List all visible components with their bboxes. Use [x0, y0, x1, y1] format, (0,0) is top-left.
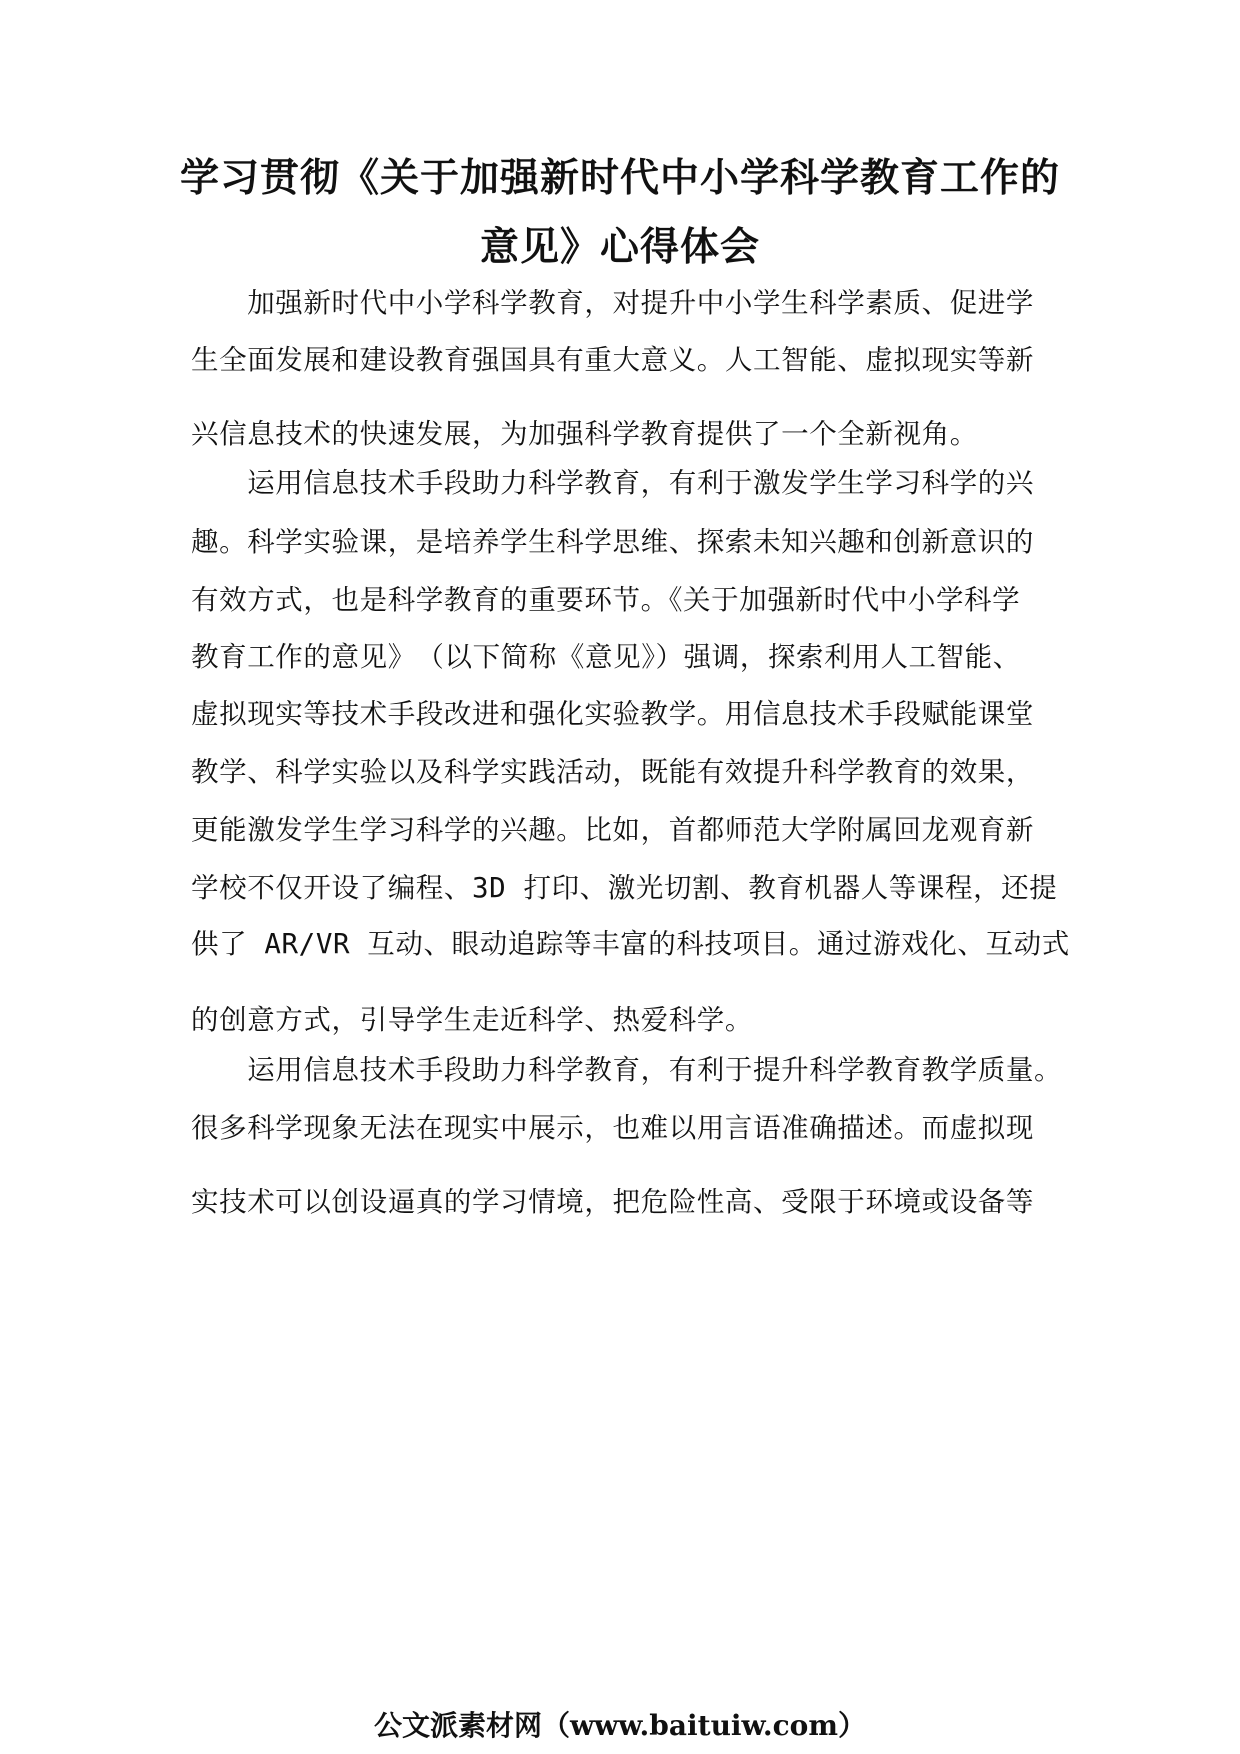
- body-text-line: 运用信息技术手段助力科学教育，有利于激发学生学习科学的兴: [191, 467, 1034, 499]
- body-text-line: 教学、科学实验以及科学实践活动，既能有效提升科学教育的效果，: [191, 756, 1034, 788]
- page-footer: 公文派素材网（www.baituiw.com）: [374, 1709, 866, 1742]
- body-text-line: 供了 AR/VR 互动、眼动追踪等丰富的科技项目。通过游戏化、互动式: [191, 928, 1070, 960]
- body-text-line: 生全面发展和建设教育强国具有重大意义。人工智能、虚拟现实等新: [191, 344, 1034, 376]
- document-title-line-1: 学习贯彻《关于加强新时代中小学科学教育工作的: [179, 155, 1060, 201]
- body-text-line: 学校不仅开设了编程、3D 打印、激光切割、教育机器人等课程，还提: [191, 872, 1058, 904]
- body-text-line: 兴信息技术的快速发展，为加强科学教育提供了一个全新视角。: [191, 418, 978, 450]
- body-text-line: 运用信息技术手段助力科学教育，有利于提升科学教育教学质量。: [191, 1054, 1063, 1086]
- body-text-line: 教育工作的意见》 （以下简称《意见》）强调，探索利用人工智能、: [191, 641, 1021, 673]
- body-text-line: 趣。科学实验课，是培养学生科学思维、探索未知兴趣和创新意识的: [191, 526, 1034, 558]
- body-text-line: 更能激发学生学习科学的兴趣。比如，首都师范大学附属回龙观育新: [191, 814, 1034, 846]
- body-text-line: 加强新时代中小学科学教育，对提升中小学生科学素质、促进学: [191, 287, 1034, 319]
- body-text-line: 的创意方式，引导学生走近科学、热爱科学。: [191, 1004, 753, 1036]
- body-text-line: 虚拟现实等技术手段改进和强化实验教学。用信息技术手段赋能课堂: [191, 698, 1034, 730]
- document-title-line-2: 意见》心得体会: [479, 224, 760, 270]
- body-text-line: 实技术可以创设逼真的学习情境，把危险性高、受限于环境或设备等: [191, 1186, 1034, 1218]
- body-text-line: 有效方式，也是科学教育的重要环节。《关于加强新时代中小学科学: [191, 584, 1021, 616]
- body-text-line: 很多科学现象无法在现实中展示，也难以用言语准确描述。而虚拟现: [191, 1112, 1034, 1144]
